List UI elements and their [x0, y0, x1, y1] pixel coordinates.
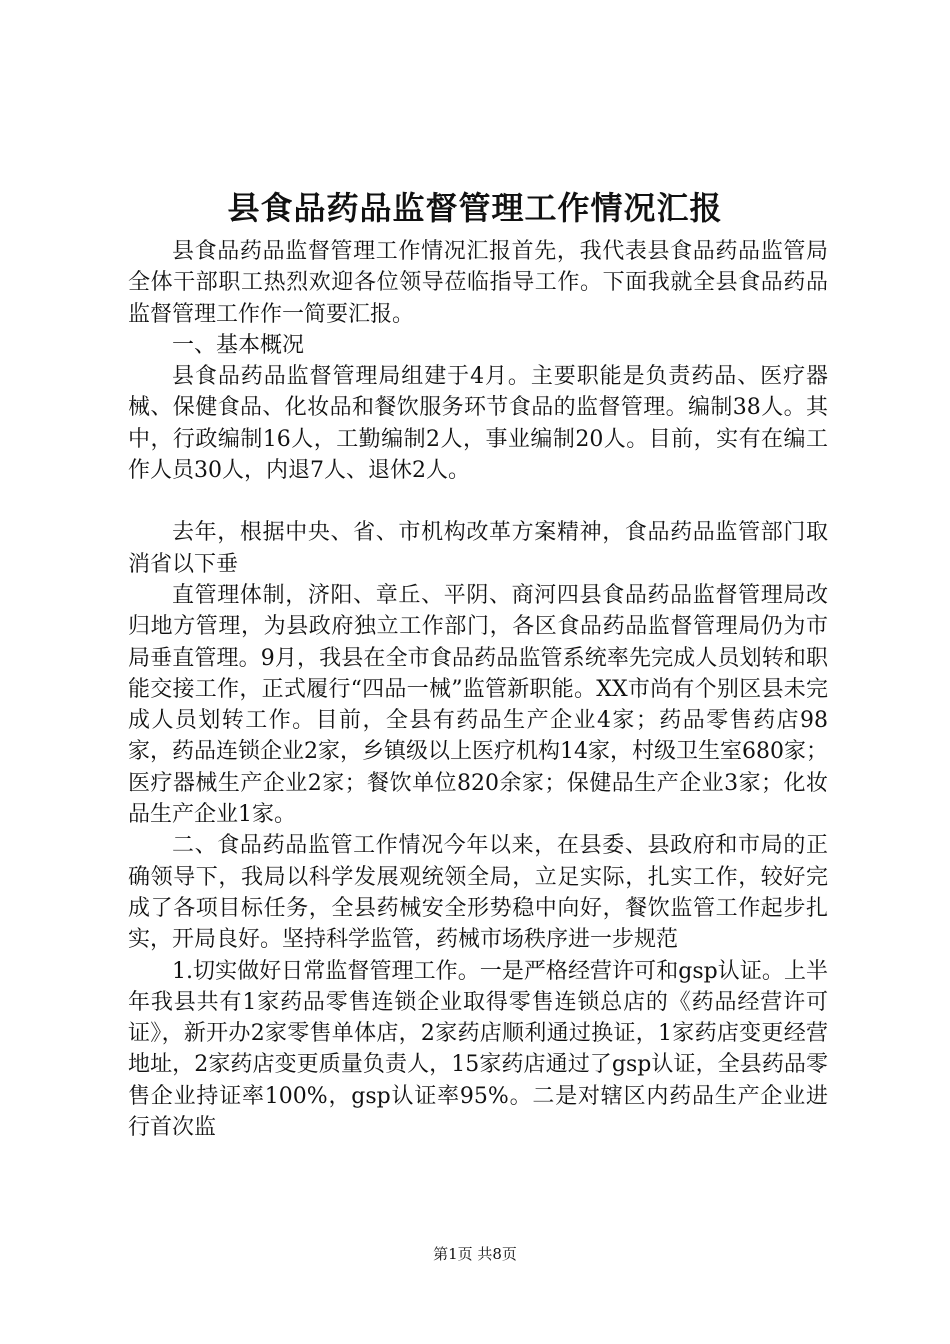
- paragraph-daily-supervision: 1.切实做好日常监督管理工作。一是严格经营许可和gsp认证。上半年我县共有1家药品零售连锁企业取得零售连锁总店的《药品经营许可证》，新开办2家零售单体店，2家药店顺利通过换证，1家药店变更经营地址，2家药店变更质量负责人，15家药店通过了gsp认证，全县药品零售企业持证率100%，gsp认证率95%。二是对辖区内药品生产企业进行首次监: [128, 958, 828, 1141]
- page-footer: 第1页 共8页: [433, 1245, 517, 1263]
- section-heading-basic-overview: 一、基本概况: [172, 332, 305, 358]
- document-title: 县食品药品监督管理工作情况汇报: [227, 189, 723, 227]
- document-body: [128, 236, 828, 1143]
- paragraph-management-system: 直管理体制，济阳、章丘、平阴、商河四县食品药品监督管理局改归地方管理，为县政府独立工作部门，各区食品药品监督管理局仍为市局垂直管理。9月，我县在全市食品药品监管系统率先完成人员划转和职能交接工作，正式履行“四品一械”监管新职能。XX市尚有个别区县未完成人员划转工作。目前，全县有药品生产企业4家；药品零售药店98家，药品连锁企业2家，乡镇级以上医疗机构14家，村级卫生室680家；医疗器械生产企业2家；餐饮单位820余家；保健品生产企业3家；化妆品生产企业1家。: [128, 582, 828, 828]
- paragraph-basic-overview: 县食品药品监督管理局组建于4月。主要职能是负责药品、医疗器械、保健食品、化妆品和餐饮服务环节食品的监督管理。编制38人。其中，行政编制16人，工勤编制2人，事业编制20人。目前，实有在编工作人员30人，内退7人、退休2人。: [128, 364, 828, 484]
- paragraph-intro: 县食品药品监督管理工作情况汇报首先，我代表县食品药品监管局全体干部职工热烈欢迎各位领导莅临指导工作。下面我就全县食品药品监督管理工作作一简要汇报。: [128, 239, 828, 327]
- paragraph-reform: 去年，根据中央、省、市机构改革方案精神，食品药品监管部门取消省以下垂: [128, 520, 828, 577]
- paragraph-work-status: 二、食品药品监管工作情况今年以来，在县委、县政府和市局的正确领导下，我局以科学发展观统领全局，立足实际，扎实工作，较好完成了各项目标任务，全县药械安全形势稳中向好，餐饮监管工作起步扎实，开局良好。坚持科学监管，药械市场秩序进一步规范: [128, 833, 828, 953]
